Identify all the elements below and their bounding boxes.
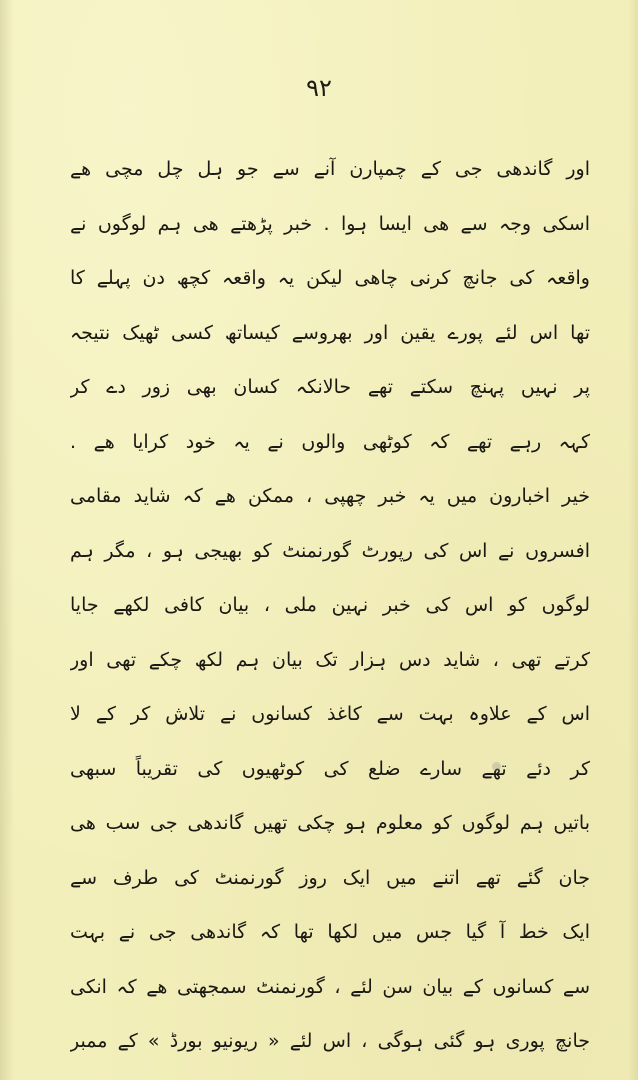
text-line: اس کے علاوہ بہت سے کاغذ کسانوں نے تلاش کر کے لا xyxy=(70,703,590,725)
text-line: جان گئے تھے اتنے میں ایک روز گورنمنٹ کی طرف سے xyxy=(70,866,590,889)
text-line: افسروں نے اس کی رپورٹ گورنمنٹ کو بھیجی ہو ، مگر ہم xyxy=(70,539,590,562)
text-line: کرتے تھی ، شاید دس ہزار تک بیان ہم لکھ چکے تھی اور xyxy=(70,648,590,671)
text-line: کر دئے تھے سارے ضلع کی کوٹھیوں کی تقریباً سبھی xyxy=(70,757,590,780)
text-line: سے کسانوں کے بیان سن لئے ، گورنمنٹ سمجھتی ھے کہ انکی xyxy=(70,975,590,998)
page-number: ٩٢ xyxy=(306,74,332,102)
text-line: جانچ پوری ہو گئی ہوگی ، اس لئے « ریونیو بورڈ » کے ممبر xyxy=(70,1030,590,1052)
text-line: اور گاندھی جی کے چمپارن آنے سے جو ہل چل مچی ھے xyxy=(70,158,590,180)
text-line: اسکی وجہ سے ھی ایسا ہوا . خبر پڑھتے ھی ہم لوگوں نے xyxy=(70,212,590,235)
text-line: لوگوں کو اس کی خبر نہین ملی ، بیان کافی لکھے جایا xyxy=(70,594,590,616)
text-line: باتیں ہم لوگوں کو معلوم ہو چکی تھیں گاندھی جی سب ھی xyxy=(70,812,590,834)
text-line: واقعہ کی جانچ کرنی چاھی لیکن یہ واقعہ کچھ دن پہلے کا xyxy=(70,267,590,289)
paper-speck xyxy=(492,762,501,771)
page-edge-shadow xyxy=(0,0,14,1080)
page-body-text xyxy=(70,142,590,1069)
text-line: کہہ رہے تھے کہ کوٹھی والوں نے یہ خود کرایا ھے . xyxy=(70,430,590,453)
text-line: تھا اس لئے پورے یقین اور بھروسے کیساتھ کسی ٹھیک نتیجہ xyxy=(70,321,590,344)
text-line: پر نہیں پہنچ سکتے تھے حالانکہ کسان بھی زور دے کر xyxy=(70,376,590,398)
text-line: ایک خط آ گیا جس میں لکھا تھا کہ گاندھی جی نے بہت xyxy=(70,921,590,943)
page-right-shadow xyxy=(628,0,638,1080)
text-line: خیر اخبارون میں یہ خبر چھپی ، ممکن ھے کہ شاید مقامی xyxy=(70,485,590,507)
